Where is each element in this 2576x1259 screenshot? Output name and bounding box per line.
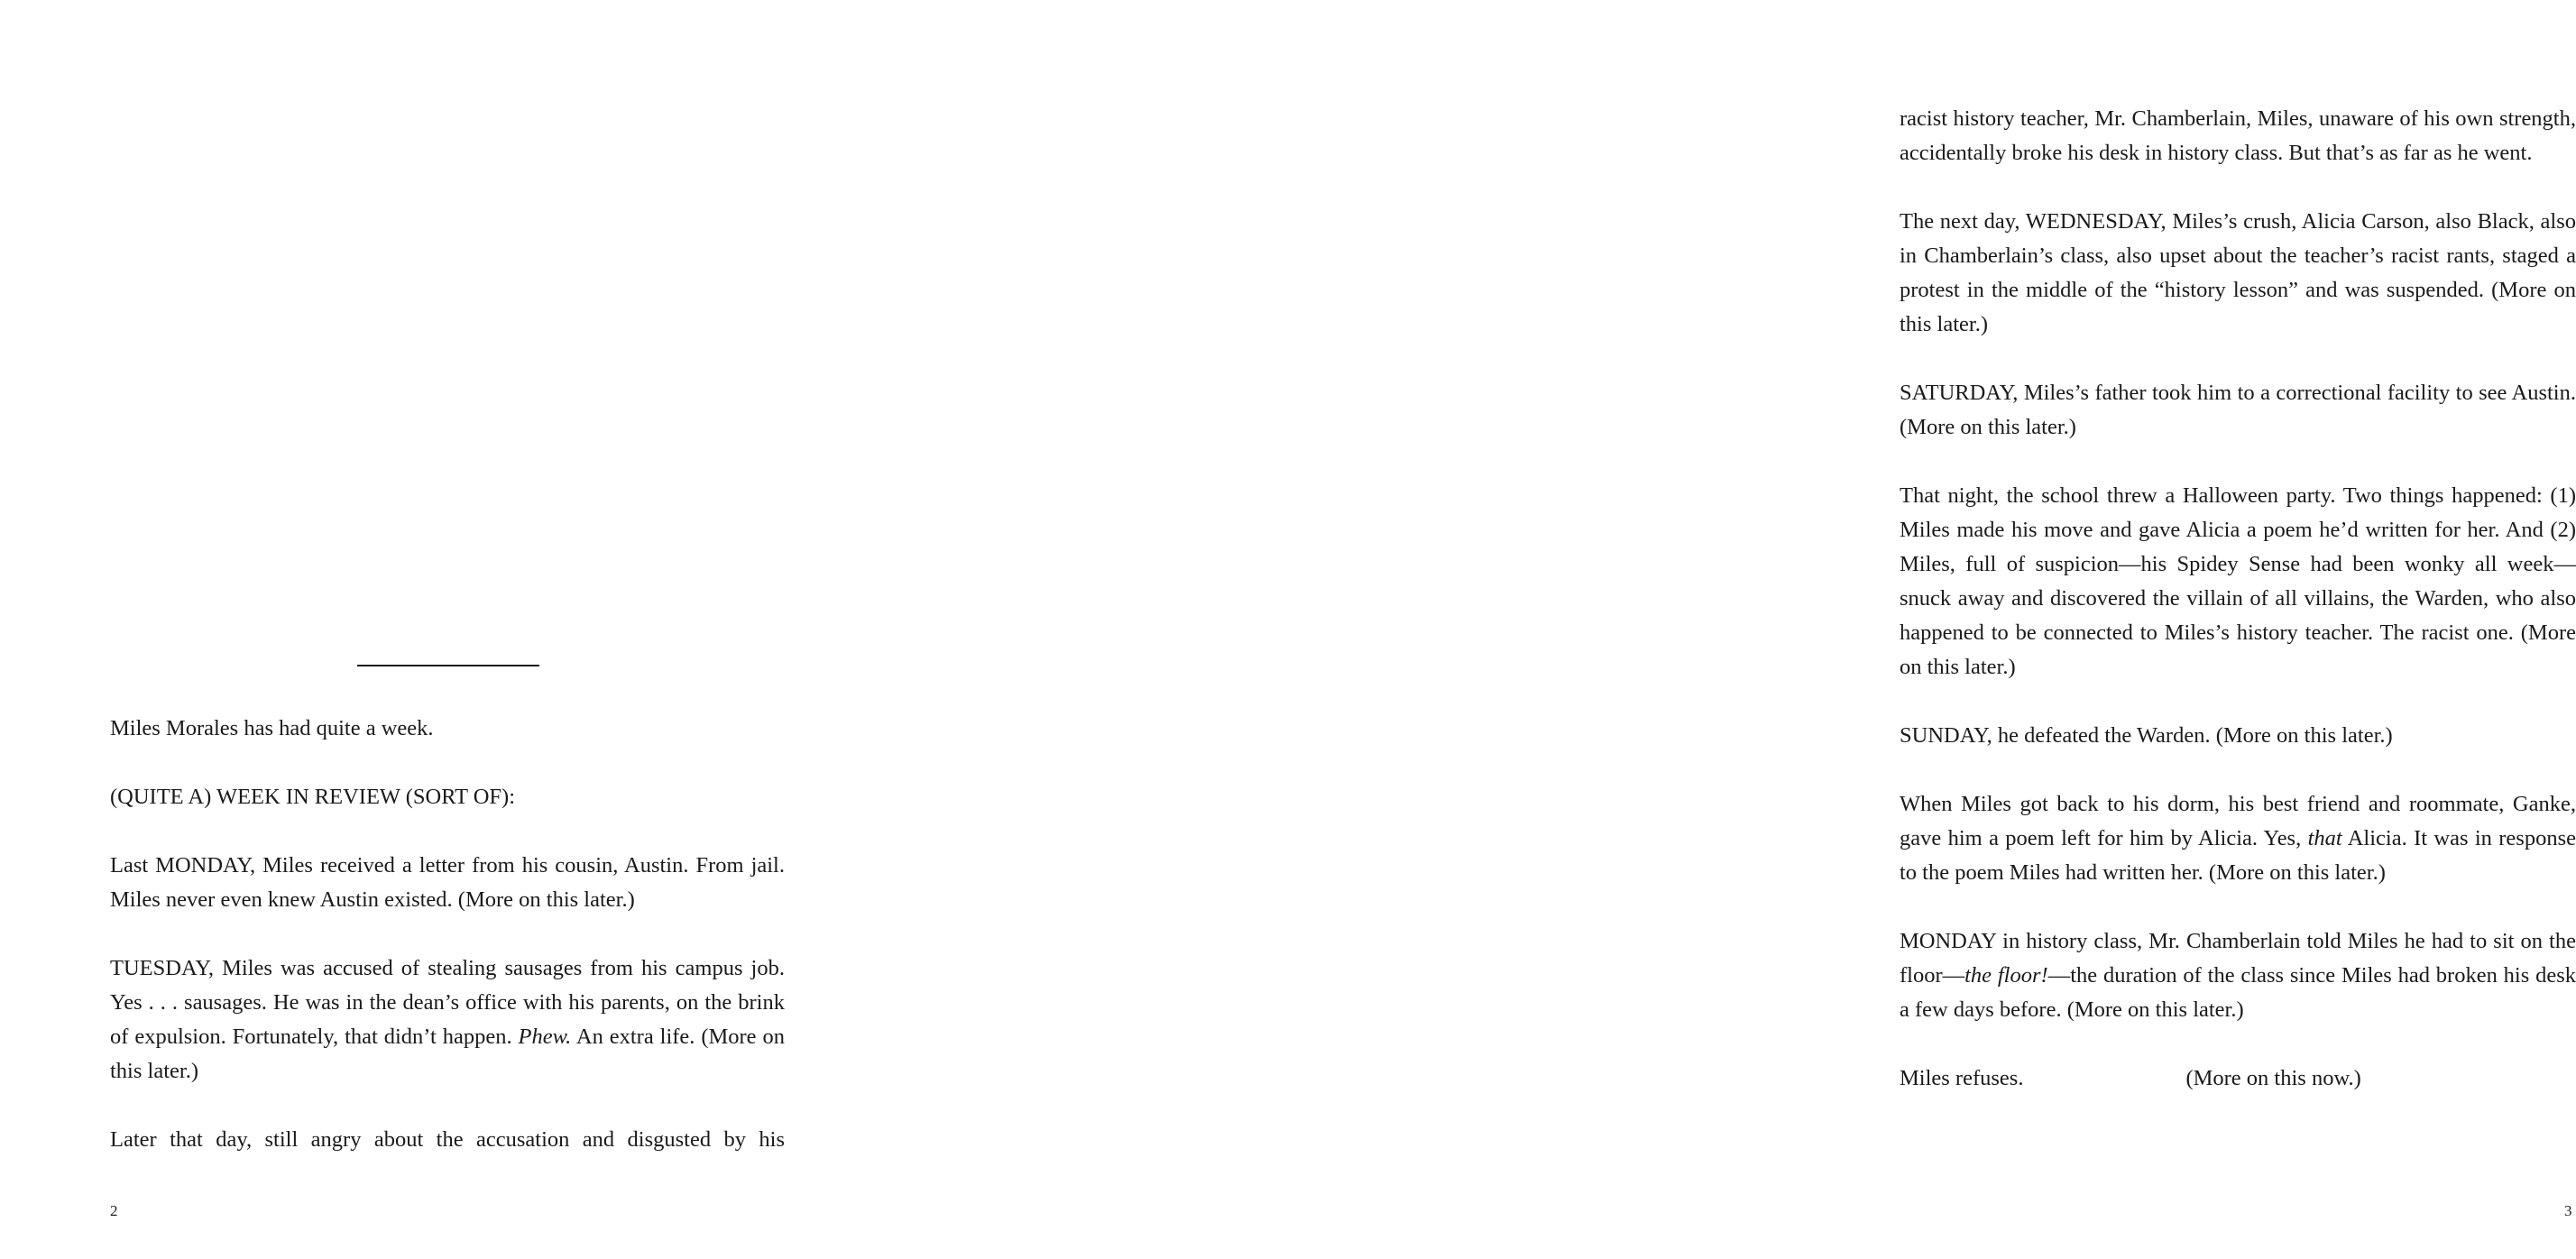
chapter-rule [357,665,539,666]
paragraph: The next day, WEDNESDAY, Miles’s crush, Alicia Carson, also Black, also in Chamberlain’s class, also upset about the teacher’s racist rants, staged a protest in the middle of the “history lesson” and was suspended. (More on this later.) [1900,209,2576,336]
paragraph: SATURDAY, Miles’s father took him to a correctional facility to see Austin. (More on this later.) [1900,381,2576,439]
paragraph: Miles Morales has had quite a week. [110,716,434,740]
page-number: 3 [2564,1202,2572,1219]
paragraph [110,951,785,1089]
paragraph: SUNDAY, he defeated the Warden. (More on this later.) [1900,723,2393,748]
italic-text: that [2307,826,2342,850]
italic-text: the floor! [1964,963,2048,988]
paragraph: racist history teacher, Mr. Chamberlain, Miles, unaware of his own strength, accidentally broke his desk in history class. But that’s as far as he went. [1900,106,2576,165]
right-page-text [1900,102,2576,1130]
paragraph: Later that day, still angry about the accusation and disgusted by his [110,1127,785,1152]
text-run: TUESDAY, Miles was accused of stealing sausages from his campus job. Yes . . . sausages. He was in the dean’s office with his parents, on the brink of expulsion. Fortunately, that didn’t happen. [110,956,785,1049]
paragraph: (QUITE A) WEEK IN REVIEW (SORT OF): [110,785,516,809]
italic-text: Phew. [518,1025,572,1049]
paragraph: That night, the school threw a Halloween party. Two things happened: (1) Miles made his move and gave Alicia a poem he’d written for her. And (2) Miles, full of suspicion—his Spidey Sense had been wonky all week—snuck away and discovered the villain of all villains, the Warden, who also happened to be connected to Miles’s history teacher. The racist one. (More on this later.) [1900,483,2576,679]
left-page [0,0,889,1259]
text-run: (More on this now.) [2185,1066,2361,1090]
paragraph [1900,924,2576,1027]
paragraph: Last MONDAY, Miles received a letter from his cousin, Austin. From jail. Miles never even knew Austin existed. (More on this later.) [110,853,785,912]
paragraph [1900,787,2576,890]
text-run: MONDAY in history class, Mr. Chamberlain told Miles he had to sit on the floor— [1900,929,2576,988]
right-page [889,0,2576,1259]
page-number: 2 [110,1202,118,1219]
text-run: Alicia. It was in response to the poem Miles had written her. (More on this later.) [1900,826,2576,885]
text-run: An extra life. (More on this later.) [110,1025,785,1083]
text-run: Miles refuses. [1900,1066,2024,1090]
paragraph [1900,1061,2576,1096]
left-page-text [110,712,785,1191]
text-run: When Miles got back to his dorm, his best friend and roommate, Ganke, gave him a poem left for him by Alicia. Yes, [1900,792,2576,850]
text-run: —the duration of the class since Miles had broken his desk a few days before. (More on this later.) [1900,963,2576,1022]
